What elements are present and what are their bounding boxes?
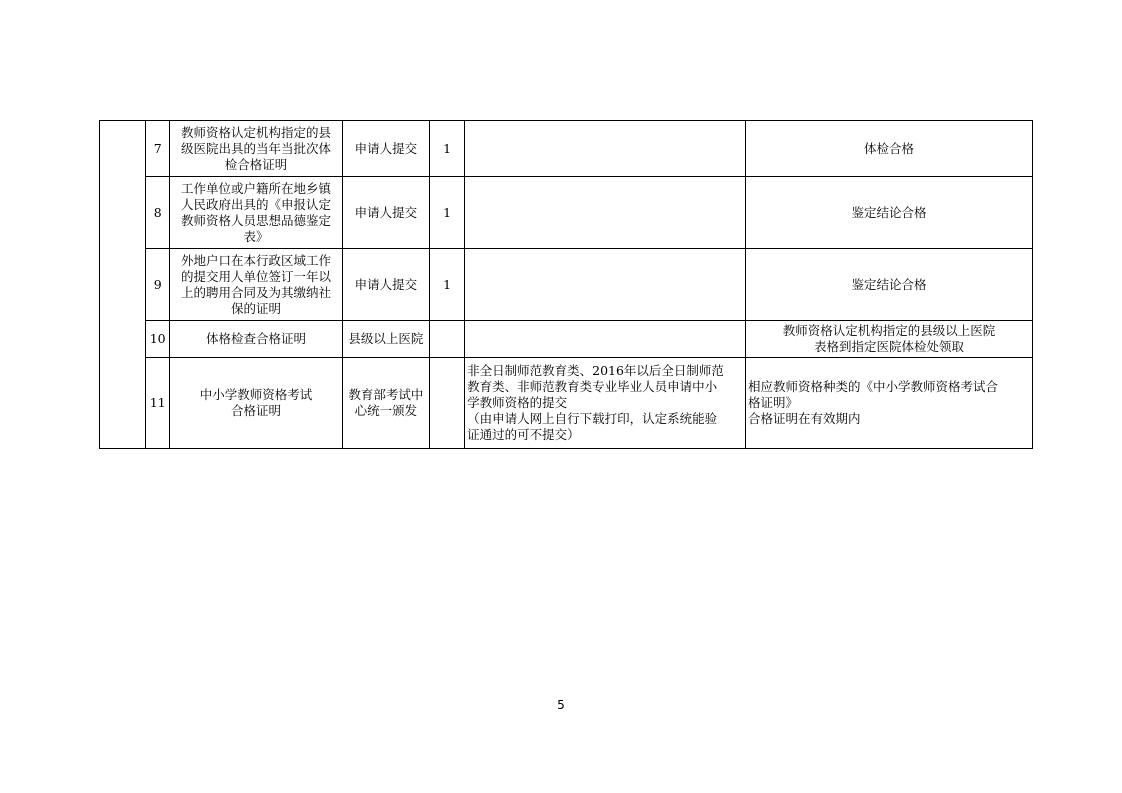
material-requirement — [746, 177, 1033, 249]
material-note — [465, 121, 746, 177]
material-name-line: 表》 — [243, 228, 269, 244]
material-source-line: 县级以上医院 — [348, 331, 424, 346]
material-source — [342, 249, 429, 321]
material-requirement-line: 合格证明在有效期内 — [748, 411, 861, 426]
material-note-line: 非全日制师范教育类、2016年以后全日制师范 — [467, 363, 724, 378]
material-quantity — [430, 321, 465, 358]
material-name-line: 外地户口在本行政区域工作 — [180, 252, 331, 268]
material-source-line: 申请人提交 — [354, 204, 418, 220]
material-quantity: 1 — [430, 121, 465, 177]
material-note-line: （由申请人网上自行下载打印，认定系统能验 — [467, 411, 718, 426]
table-row — [100, 358, 1033, 449]
material-source — [342, 177, 429, 249]
material-name — [170, 177, 343, 249]
table-row — [100, 321, 1033, 358]
material-note — [465, 177, 746, 249]
materials-table-body — [100, 121, 1033, 449]
material-note — [465, 249, 746, 321]
page-number: 5 — [557, 698, 565, 712]
material-requirement-line: 体检合格 — [864, 140, 915, 156]
material-source-line: 教育部考试中 — [348, 387, 424, 402]
material-note — [465, 358, 746, 449]
material-requirement-line: 鉴定结论合格 — [851, 276, 927, 292]
material-requirement — [746, 358, 1033, 449]
material-name-line: 上的聘用合同及为其缴纳社 — [180, 284, 331, 300]
material-quantity: 1 — [430, 177, 465, 249]
material-name-line: 级医院出具的当年当批次体 — [180, 140, 331, 156]
material-note — [465, 321, 746, 358]
material-name — [170, 121, 343, 177]
material-note-line: 教育类、非师范教育类专业毕业人员申请中小 — [467, 379, 718, 394]
row-number: 10 — [146, 321, 170, 358]
table-row — [100, 249, 1033, 321]
material-name-line: 体格检查合格证明 — [205, 331, 306, 346]
material-requirement — [746, 121, 1033, 177]
material-source — [342, 321, 429, 358]
material-name — [170, 249, 343, 321]
material-requirement-line: 教师资格认定机构指定的县级以上医院 — [782, 323, 996, 338]
material-name-line: 中小学教师资格考试 — [199, 387, 313, 402]
material-note-line: 学教师资格的提交 — [467, 395, 568, 410]
row-number: 11 — [146, 358, 170, 449]
material-source — [342, 121, 429, 177]
category-cell — [100, 121, 146, 449]
material-name-line: 保的证明 — [230, 300, 281, 316]
row-number: 8 — [146, 177, 170, 249]
material-source-line: 申请人提交 — [354, 140, 418, 156]
material-note-line: 证通过的可不提交） — [467, 427, 580, 442]
material-name-line: 的提交用人单位签订一年以 — [180, 268, 331, 284]
material-name — [170, 321, 343, 358]
material-name — [170, 358, 343, 449]
material-quantity — [430, 358, 465, 449]
material-source-line: 申请人提交 — [354, 276, 418, 292]
material-name-line: 人民政府出具的《申报认定 — [180, 196, 331, 212]
material-requirement — [746, 321, 1033, 358]
material-source-line: 心统一颁发 — [354, 403, 418, 418]
material-requirement-line: 表格到指定医院体检处领取 — [814, 339, 965, 354]
material-requirement-line: 鉴定结论合格 — [851, 204, 927, 220]
row-number: 7 — [146, 121, 170, 177]
row-number: 9 — [146, 249, 170, 321]
material-requirement-line: 相应教师资格种类的《中小学教师资格考试合 — [748, 379, 999, 394]
material-name-line: 检合格证明 — [224, 156, 288, 172]
materials-table — [99, 120, 1033, 449]
material-name-line: 工作单位或户籍所在地乡镇 — [180, 180, 331, 196]
material-name-line: 教师资格人员思想品德鉴定 — [180, 212, 331, 228]
material-source — [342, 358, 429, 449]
material-name-line: 合格证明 — [230, 403, 281, 418]
material-requirement — [746, 249, 1033, 321]
table-row — [100, 121, 1033, 177]
material-quantity: 1 — [430, 249, 465, 321]
material-requirement-line: 格证明》 — [748, 395, 799, 410]
material-name-line: 教师资格认定机构指定的县 — [180, 124, 331, 140]
table-row — [100, 177, 1033, 249]
